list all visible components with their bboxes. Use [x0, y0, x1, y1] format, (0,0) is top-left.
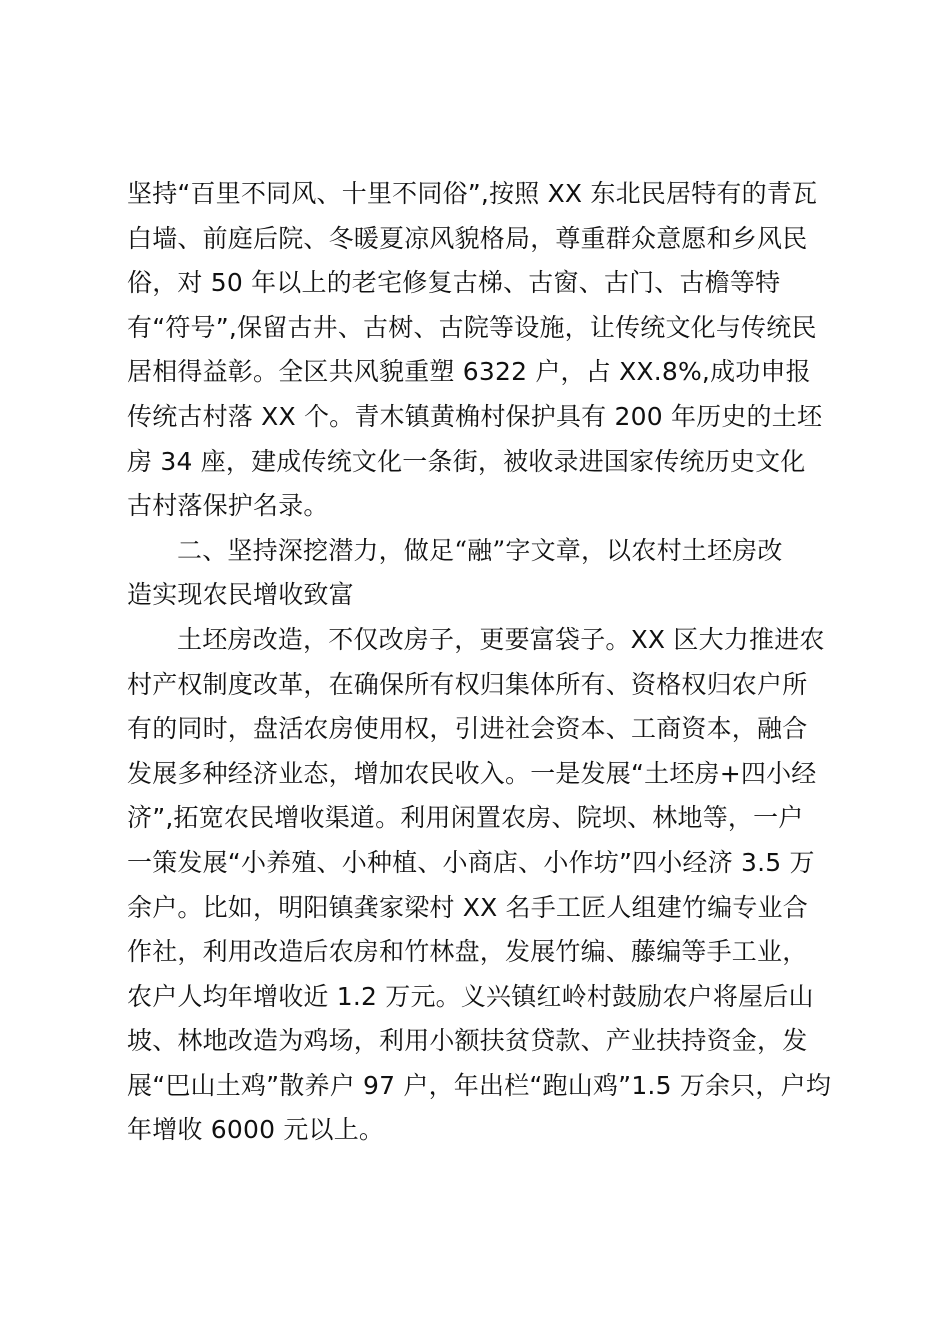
document-body	[127, 172, 837, 1153]
paragraph-line: 坚持“百里不同风、十里不同俗”,按照 XX 东北民居特有的青瓦	[127, 179, 818, 208]
paragraph-line: 余户。比如，明阳镇龚家梁村 XX 名手工匠人组建竹编专业合	[127, 892, 808, 922]
paragraph-line: 作社，利用改造后农房和竹林盘，发展竹编、藤编等手工业，	[127, 937, 808, 967]
paragraph-line: 传统古村落 XX 个。青木镇黄桷村保护具有 200 年历史的土坯	[127, 401, 823, 431]
paragraph-line: 农户人均年增收近 1.2 万元。义兴镇红岭村鼓励农户将屋后山	[127, 981, 814, 1011]
paragraph-line: 发展多种经济业态，增加农民收入。一是发展“土坯房+四小经	[127, 758, 817, 788]
paragraph-line: 有“符号”,保留古井、古树、古院等设施，让传统文化与传统民	[127, 312, 817, 342]
paragraph-2	[127, 618, 837, 1153]
paragraph-line: 土坯房改造，不仅改房子，更要富袋子。XX 区大力推进农	[177, 624, 825, 654]
paragraph-line: 展“巴山土鸡”散养户 97 户，年出栏“跑山鸡”1.5 万余只，户均	[127, 1070, 832, 1100]
paragraph-line: 年增收 6000 元以上。	[127, 1115, 385, 1145]
paragraph-line: 有的同时，盘活农房使用权，引进社会资本、工商资本，融合	[127, 714, 808, 744]
heading-line: 造实现农民增收致富	[127, 580, 354, 610]
paragraph-line: 俗，对 50 年以上的老宅修复古梯、古窗、古门、古檐等特	[127, 268, 781, 298]
paragraph-line: 济”,拓宽农民增收渠道。利用闲置农房、院坝、林地等，一户	[127, 803, 804, 833]
paragraph-line: 一策发展“小养殖、小种植、小商店、小作坊”四小经济 3.5 万	[127, 847, 815, 877]
heading-line: 二、坚持深挖潜力，做足“融”字文章，以农村土坯房改	[177, 535, 783, 565]
paragraph-line: 古村落保护名录。	[127, 491, 329, 521]
paragraph-line: 房 34 座，建成传统文化一条街，被收录进国家传统历史文化	[127, 446, 806, 476]
paragraph-line: 白墙、前庭后院、冬暖夏凉风貌格局，尊重群众意愿和乡风民	[127, 223, 808, 253]
paragraph-line: 坡、林地改造为鸡场，利用小额扶贫贷款、产业扶持资金，发	[127, 1026, 808, 1056]
paragraph-line: 村产权制度改革，在确保所有权归集体所有、资格权归农户所	[127, 669, 808, 699]
paragraph-1	[127, 172, 837, 529]
section-heading	[127, 529, 837, 618]
paragraph-line: 居相得益彰。全区共风貌重塑 6322 户，占 XX.8%,成功申报	[127, 357, 811, 387]
